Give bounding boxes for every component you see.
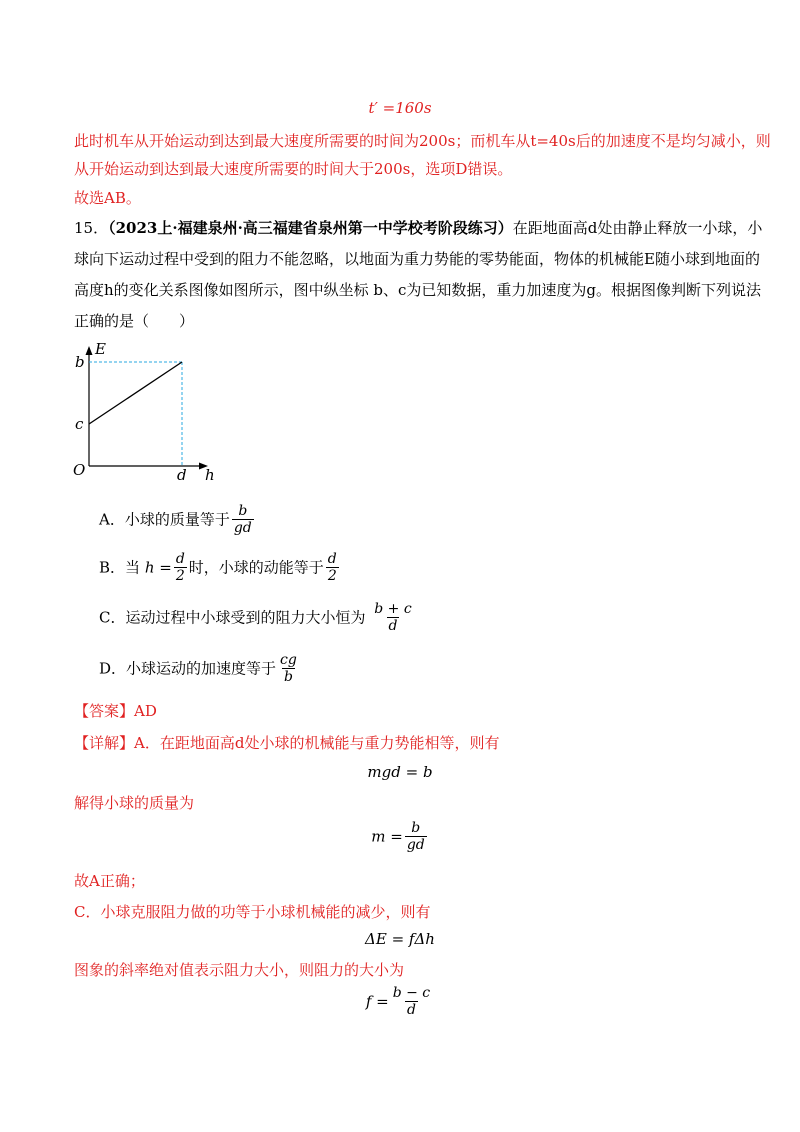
option-a[interactable]: A．小球的质量等于 $\frac{b}{gd}$ xyxy=(99,503,252,536)
option-d[interactable]: D．小球运动的加速度等于 $\frac{cg}{b}$ xyxy=(99,652,297,685)
option-b[interactable]: B．当 h = $\frac{d}{2}$ 时，小球的动能等于 $\frac{d}{2}$ xyxy=(99,551,337,584)
question-number: 15． xyxy=(74,219,109,237)
question-line-3: 高度h的变化关系图像如图所示，图中纵坐标 b、c为已知数据，重力加速度为g。根据图像判断下列说法 xyxy=(74,281,762,299)
question-line-2: 球向下运动过程中受到的阻力不能忽略，以地面为重力势能的零势能面，物体的机械能E随小球到地面的 xyxy=(74,250,760,268)
equation-t-prime: t′ =160s xyxy=(368,99,432,117)
option-c[interactable]: C．运动过程中小球受到的阻力大小恒为 $\frac{b + c}{d}$ xyxy=(99,601,412,634)
text-line: 此时机车从开始运动到达到最大速度所需要的时间为200s；而机车从t=40s后的加速度不是均匀减小，则 xyxy=(74,132,771,150)
fraction: $\frac{b + c}{d}$ xyxy=(374,601,412,634)
text-line: 解得小球的质量为 xyxy=(74,794,195,812)
question-source: （2023上·福建泉州·高三福建省泉州第一中学校考阶段练习） xyxy=(108,219,513,237)
equation-friction: f = $\frac{b - c}{d}$ xyxy=(365,985,431,1018)
equation-mass: m = $\frac{b}{gd}$ xyxy=(371,820,425,853)
text-line: 从开始运动到达到最大速度所需要的时间大于200s，选项D错误。 xyxy=(74,160,513,178)
energy-line xyxy=(89,362,182,424)
x-axis-label: h xyxy=(205,466,215,483)
equation-delta-e: ΔE = fΔh xyxy=(365,930,435,948)
tick-b: b xyxy=(75,353,85,371)
question-line-1 xyxy=(74,218,763,238)
y-axis-arrow xyxy=(86,346,93,355)
tick-d: d xyxy=(177,466,187,483)
fraction: $\frac{cg}{b}$ xyxy=(280,652,297,685)
origin-label: O xyxy=(73,461,86,479)
question-text: 在距地面高d处由静止释放一小球，小 xyxy=(512,219,763,237)
fraction: $\frac{d}{2}$ xyxy=(327,551,337,584)
energy-height-graph xyxy=(70,338,220,483)
detail-line-1: 【详解】A．在距地面高d处小球的机械能与重力势能相等，则有 xyxy=(74,734,500,752)
fraction: $\frac{b}{gd}$ xyxy=(233,503,252,536)
answer-label: 【答案】AD xyxy=(74,702,157,720)
detail-label: 【详解】 xyxy=(74,734,135,752)
tick-c: c xyxy=(75,415,84,433)
fraction: $\frac{d}{2}$ xyxy=(175,551,185,584)
text-line: 故选AB。 xyxy=(74,189,141,207)
y-axis-label: E xyxy=(95,340,106,358)
text-line: C．小球克服阻力做的功等于小球机械能的减少，则有 xyxy=(74,903,431,921)
text-line: 图象的斜率绝对值表示阻力大小，则阻力的大小为 xyxy=(74,961,405,979)
question-line-4: 正确的是（ ） xyxy=(74,312,195,330)
text-line: 故A正确； xyxy=(74,872,145,890)
equation-mgd: mgd = b xyxy=(367,763,433,781)
